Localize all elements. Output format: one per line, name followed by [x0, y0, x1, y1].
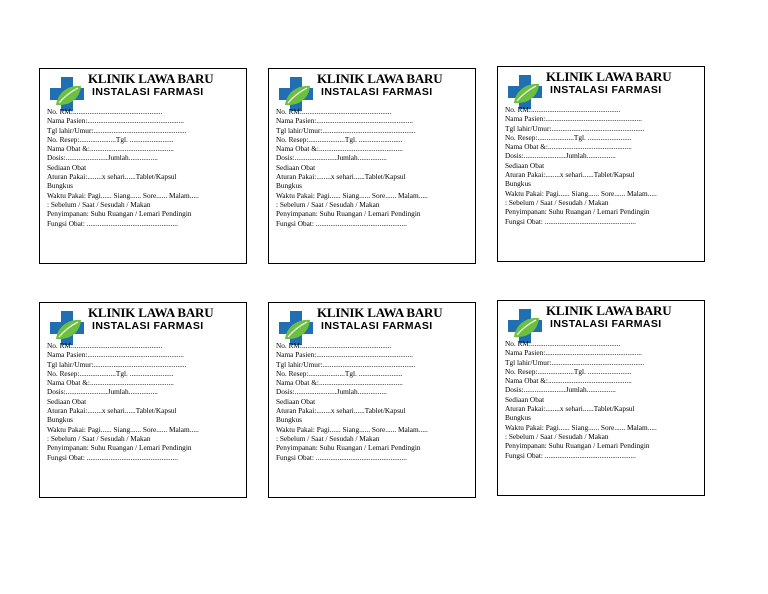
- label-field: Waktu Pakai: Pagi...... Siang...... Sore...... Malam.....: [47, 424, 199, 434]
- pharmacy-label: [497, 300, 705, 496]
- label-fields: [505, 339, 657, 460]
- label-field: No. RM:.................................................: [505, 339, 621, 348]
- label-field: Penyimpanan: Suhu Ruangan / Lemari Pendingin: [505, 441, 650, 451]
- label-field: Dosis:.......................Jumlah................: [47, 387, 158, 397]
- label-field: Bungkus: [47, 181, 73, 191]
- clinic-cross-leaf-icon: [508, 309, 542, 343]
- label-field: Sediaan Obat: [276, 396, 316, 406]
- label-field: Nama Pasien:.....................................................: [47, 116, 185, 126]
- label-field: Waktu Pakai: Pagi...... Siang...... Sore...... Malam.....: [47, 190, 199, 200]
- label-field: No. RM:.................................................: [505, 105, 621, 114]
- label-field: Sediaan Obat: [47, 162, 87, 172]
- label-field: Bungkus: [276, 415, 302, 425]
- label-field: Nama Obat &:..............................................: [47, 378, 174, 388]
- label-field: Waktu Pakai: Pagi...... Siang...... Sore...... Malam.....: [276, 424, 428, 434]
- unit-name: INSTALASI FARMASI: [92, 86, 204, 98]
- clinic-name: KLINIK LAWA BARU: [317, 71, 443, 86]
- label-field: Waktu Pakai: Pagi...... Siang...... Sore...... Malam.....: [505, 422, 657, 432]
- label-field: Fungsi Obat: ..................................................: [47, 452, 178, 462]
- label-field: No. Resep:....................Tgl. ........................: [47, 134, 174, 144]
- label-field: Sediaan Obat: [47, 396, 87, 406]
- unit-name: INSTALASI FARMASI: [550, 84, 662, 96]
- label-field: Penyimpanan: Suhu Ruangan / Lemari Pendingin: [276, 443, 421, 453]
- label-field: Nama Obat &:..............................................: [505, 376, 632, 386]
- label-fields: [47, 341, 199, 462]
- label-fields: [276, 107, 428, 228]
- label-field: Nama Pasien:.....................................................: [276, 350, 414, 360]
- clinic-name: KLINIK LAWA BARU: [88, 305, 214, 320]
- label-field: Bungkus: [505, 179, 531, 189]
- clinic-cross-leaf-icon: [279, 77, 313, 111]
- label-field: : Sebelum / Saat / Sesudah / Makan: [276, 199, 380, 209]
- label-field: Aturan Pakai:........x sehari......Tablet/Kapsul: [505, 170, 635, 180]
- label-field: Dosis:.......................Jumlah................: [505, 385, 616, 395]
- label-fields: [47, 107, 199, 228]
- label-field: Tgl lahir/Umur:...................................................: [276, 125, 416, 135]
- label-field: Tgl lahir/Umur:...................................................: [505, 357, 645, 367]
- pharmacy-label: [268, 302, 476, 498]
- label-field: No. RM:.................................................: [276, 341, 392, 350]
- label-field: Sediaan Obat: [505, 394, 545, 404]
- label-field: Bungkus: [276, 181, 302, 191]
- label-field: Fungsi Obat: ..................................................: [276, 218, 407, 228]
- label-fields: [505, 105, 657, 226]
- label-field: Fungsi Obat: ..................................................: [505, 450, 636, 460]
- clinic-cross-leaf-icon: [508, 75, 542, 109]
- label-field: : Sebelum / Saat / Sesudah / Makan: [505, 431, 609, 441]
- label-field: Aturan Pakai:........x sehari......Tablet/Kapsul: [276, 172, 406, 182]
- label-field: Nama Pasien:.....................................................: [276, 116, 414, 126]
- label-field: : Sebelum / Saat / Sesudah / Makan: [47, 433, 151, 443]
- pharmacy-label: [39, 68, 247, 264]
- label-field: Dosis:.......................Jumlah................: [276, 153, 387, 163]
- label-field: No. RM:.................................................: [47, 341, 163, 350]
- label-field: Nama Obat &:..............................................: [505, 142, 632, 152]
- label-field: : Sebelum / Saat / Sesudah / Makan: [505, 197, 609, 207]
- label-field: Nama Obat &:..............................................: [276, 144, 403, 154]
- label-field: Nama Pasien:.....................................................: [505, 348, 643, 358]
- label-field: Aturan Pakai:........x sehari......Tablet/Kapsul: [47, 172, 177, 182]
- label-field: Penyimpanan: Suhu Ruangan / Lemari Pendingin: [47, 209, 192, 219]
- label-field: Dosis:.......................Jumlah................: [505, 151, 616, 161]
- label-field: Aturan Pakai:........x sehari......Tablet/Kapsul: [47, 406, 177, 416]
- unit-name: INSTALASI FARMASI: [550, 318, 662, 330]
- label-field: Fungsi Obat: ..................................................: [505, 216, 636, 226]
- label-field: Tgl lahir/Umur:...................................................: [276, 359, 416, 369]
- clinic-name: KLINIK LAWA BARU: [546, 69, 672, 84]
- label-field: Nama Obat &:..............................................: [47, 144, 174, 154]
- label-field: Waktu Pakai: Pagi...... Siang...... Sore...... Malam.....: [505, 188, 657, 198]
- label-field: Nama Obat &:..............................................: [276, 378, 403, 388]
- label-field: Fungsi Obat: ..................................................: [276, 452, 407, 462]
- clinic-name: KLINIK LAWA BARU: [546, 303, 672, 318]
- label-field: Nama Pasien:.....................................................: [47, 350, 185, 360]
- unit-name: INSTALASI FARMASI: [321, 86, 433, 98]
- label-field: Penyimpanan: Suhu Ruangan / Lemari Pendingin: [505, 207, 650, 217]
- label-field: Bungkus: [505, 413, 531, 423]
- label-field: : Sebelum / Saat / Sesudah / Makan: [47, 199, 151, 209]
- label-field: No. RM:.................................................: [47, 107, 163, 116]
- label-field: No. Resep:....................Tgl. ........................: [276, 134, 403, 144]
- label-field: Dosis:.......................Jumlah................: [47, 153, 158, 163]
- label-field: Aturan Pakai:........x sehari......Tablet/Kapsul: [505, 404, 635, 414]
- label-field: Sediaan Obat: [505, 160, 545, 170]
- clinic-cross-leaf-icon: [50, 77, 84, 111]
- label-field: : Sebelum / Saat / Sesudah / Makan: [276, 433, 380, 443]
- pharmacy-label: [268, 68, 476, 264]
- clinic-cross-leaf-icon: [50, 311, 84, 345]
- label-field: Fungsi Obat: ..................................................: [47, 218, 178, 228]
- label-fields: [276, 341, 428, 462]
- label-field: Waktu Pakai: Pagi...... Siang...... Sore...... Malam.....: [276, 190, 428, 200]
- label-field: Sediaan Obat: [276, 162, 316, 172]
- label-field: No. Resep:....................Tgl. ........................: [276, 368, 403, 378]
- pharmacy-label: [497, 66, 705, 262]
- label-field: No. RM:.................................................: [276, 107, 392, 116]
- unit-name: INSTALASI FARMASI: [321, 320, 433, 332]
- label-field: Bungkus: [47, 415, 73, 425]
- pharmacy-label: [39, 302, 247, 498]
- label-field: Penyimpanan: Suhu Ruangan / Lemari Pendingin: [47, 443, 192, 453]
- label-field: Aturan Pakai:........x sehari......Tablet/Kapsul: [276, 406, 406, 416]
- label-field: Tgl lahir/Umur:...................................................: [47, 359, 187, 369]
- clinic-name: KLINIK LAWA BARU: [88, 71, 214, 86]
- unit-name: INSTALASI FARMASI: [92, 320, 204, 332]
- label-field: Dosis:.......................Jumlah................: [276, 387, 387, 397]
- clinic-name: KLINIK LAWA BARU: [317, 305, 443, 320]
- label-field: Tgl lahir/Umur:...................................................: [505, 123, 645, 133]
- label-field: No. Resep:....................Tgl. ........................: [505, 132, 632, 142]
- label-field: Nama Pasien:.....................................................: [505, 114, 643, 124]
- clinic-cross-leaf-icon: [279, 311, 313, 345]
- label-field: No. Resep:....................Tgl. ........................: [47, 368, 174, 378]
- label-field: Penyimpanan: Suhu Ruangan / Lemari Pendingin: [276, 209, 421, 219]
- label-field: No. Resep:....................Tgl. ........................: [505, 366, 632, 376]
- label-field: Tgl lahir/Umur:...................................................: [47, 125, 187, 135]
